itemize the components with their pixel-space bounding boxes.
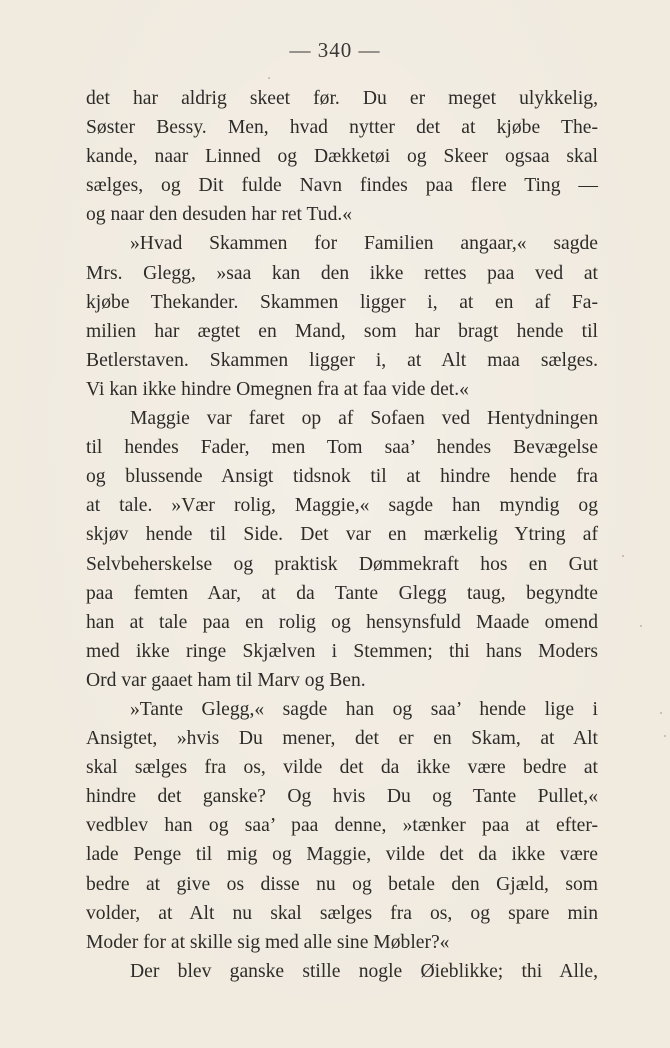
paper-speck: [622, 555, 624, 557]
body-text: [86, 84, 598, 986]
text-line: paa femten Aar, at da Tante Glegg taug, begyndte: [86, 582, 598, 604]
text-line: Maggie var faret op af Sofaen ved Hentydningen: [130, 408, 598, 430]
text-line: det har aldrig skeet før. Du er meget ulykkelig,: [86, 88, 598, 109]
text-line: Mrs. Glegg, »saa kan den ikke rettes paa ved at: [86, 262, 598, 284]
text-line: at tale. »Vær rolig, Maggie,« sagde han myndig og: [86, 495, 598, 517]
text-line: vedblev han og saa’ paa denne, »tænker paa at efter-: [86, 815, 598, 837]
text-line: kande, naar Linned og Dækketøi og Skeer ogsaa skal: [86, 146, 598, 168]
text-line: »Tante Glegg,« sagde han og saa’ hende lige i: [130, 698, 598, 720]
text-line: hindre det ganske? Og hvis Du og Tante Pullet,«: [86, 786, 598, 808]
text-line: Ansigtet, »hvis Du mener, det er en Skam, at Alt: [86, 728, 598, 750]
text-line: Betlerstaven. Skammen ligger i, at Alt maa sælges.: [86, 349, 598, 371]
text-line: og naar den desuden har ret Tud.«: [86, 204, 353, 226]
text-line: Moder for at skille sig med alle sine Møbler?«: [86, 931, 450, 953]
paper-speck: [268, 77, 270, 79]
text-line: kjøbe Thekander. Skammen ligger i, at en af Fa-: [86, 291, 598, 313]
text-line: han at tale paa en rolig og hensynsfuld Maade omend: [86, 611, 598, 633]
text-line: lade Penge til mig og Maggie, vilde det da ikke være: [86, 844, 598, 866]
text-line: Der blev ganske stille nogle Øieblikke; thi Alle,: [130, 960, 598, 982]
text-line: milien har ægtet en Mand, som har bragt hende til: [86, 320, 598, 342]
text-line: »Hvad Skammen for Familien angaar,« sagde: [130, 233, 598, 255]
text-line: Søster Bessy. Men, hvad nytter det at kjøbe The-: [86, 117, 598, 139]
paper-speck: [640, 625, 642, 627]
text-line: sælges, og Dit fulde Navn findes paa flere Ting —: [86, 175, 598, 197]
paper-speck: [664, 735, 666, 737]
text-line: bedre at give os disse nu og betale den Gjæld, som: [86, 873, 598, 895]
text-line: skjøv hende til Side. Det var en mærkelig Ytring af: [86, 524, 598, 546]
text-line: til hendes Fader, men Tom saa’ hendes Bevægelse: [86, 437, 598, 459]
page-number: — 340 —: [289, 38, 381, 62]
text-line: Vi kan ikke hindre Omegnen fra at faa vide det.«: [86, 378, 469, 400]
text-line: Ord var gaaet ham til Marv og Ben.: [86, 669, 366, 691]
text-line: med ikke ringe Skjælven i Stemmen; thi hans Moders: [86, 640, 598, 662]
paper-speck: [660, 712, 662, 714]
text-line: volder, at Alt nu skal sælges fra os, og spare min: [86, 902, 598, 924]
text-line: Selvbeherskelse og praktisk Dømmekraft hos en Gut: [86, 553, 598, 575]
text-line: skal sælges fra os, vilde det da ikke være bedre at: [86, 757, 598, 779]
text-line: og blussende Ansigt tidsnok til at hindre hende fra: [86, 466, 598, 488]
